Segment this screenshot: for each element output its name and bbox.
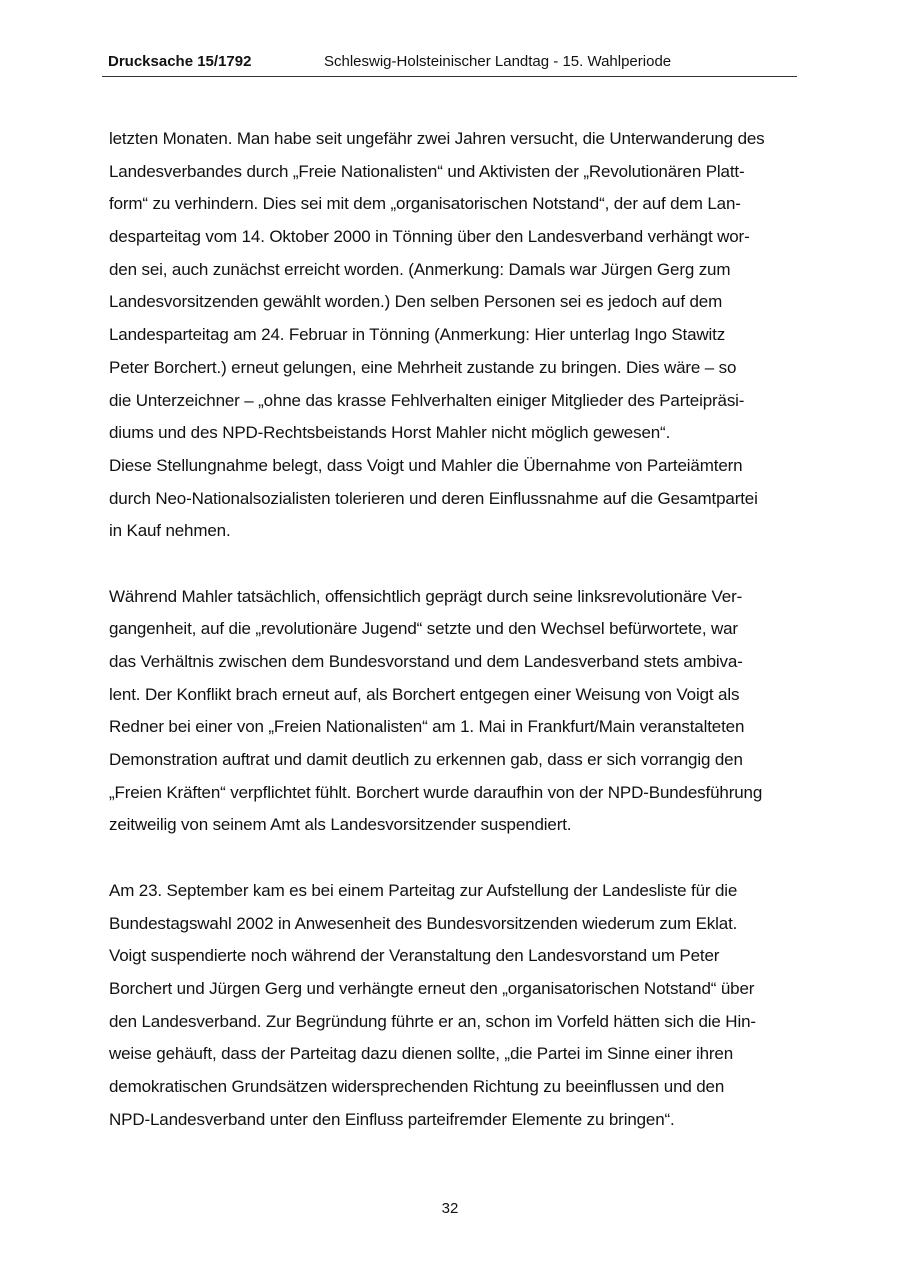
text-line: Am 23. September kam es bei einem Parteitag zur Aufstellung der Landesliste für die bbox=[109, 880, 738, 900]
text-line: Landesvorsitzenden gewählt worden.) Den selben Personen sei es jedoch auf dem bbox=[109, 292, 723, 312]
text-line: Voigt suspendierte noch während der Veranstaltung den Landesvorstand um Peter bbox=[109, 946, 720, 966]
text-line: den sei, auch zunächst erreicht worden. (Anmerkung: Damals war Jürgen Gerg zum bbox=[109, 259, 731, 279]
paragraph-1 bbox=[109, 123, 799, 548]
text-line: demokratischen Grundsätzen widersprechenden Richtung zu beeinflussen und den bbox=[109, 1076, 725, 1096]
text-line: Demonstration auftrat und damit deutlich zu erkennen gab, dass er sich vorrangig den bbox=[109, 750, 743, 770]
document-body bbox=[109, 123, 799, 1136]
paragraph-spacer bbox=[109, 842, 799, 875]
text-line: Landesverbandes durch „Freie Nationalisten“ und Aktivisten der „Revolutionären Platt- bbox=[109, 161, 745, 181]
text-line: Landesparteitag am 24. Februar in Tönning (Anmerkung: Hier unterlag Ingo Stawitz bbox=[109, 325, 726, 345]
text-line: das Verhältnis zwischen dem Bundesvorstand und dem Landesverband stets ambiva- bbox=[109, 652, 743, 671]
text-line: Während Mahler tatsächlich, offensichtlich geprägt durch seine linksrevolutionäre Ver- bbox=[109, 586, 743, 606]
text-line: Peter Borchert.) erneut gelungen, eine Mehrheit zustande zu bringen. Dies wäre – so bbox=[109, 357, 737, 377]
paragraph-2 bbox=[109, 581, 799, 843]
paragraph-3 bbox=[109, 875, 799, 1137]
text-line: Redner bei einer von „Freien Nationalisten“ am 1. Mai in Frankfurt/Main veranstalteten bbox=[109, 717, 745, 737]
text-line: lent. Der Konflikt brach erneut auf, als Borchert entgegen einer Weisung von Voigt als bbox=[109, 684, 740, 704]
text-line: den Landesverband. Zur Begründung führte er an, schon im Vorfeld hätten sich die Hin- bbox=[109, 1011, 756, 1031]
page-number: 32 bbox=[441, 1200, 459, 1217]
text-line: gangenheit, auf die „revolutionäre Jugend“ setzte und den Wechsel befürwortete, war bbox=[109, 619, 738, 639]
text-line: Diese Stellungnahme belegt, dass Voigt und Mahler die Übernahme von Parteiämtern bbox=[109, 455, 743, 475]
header-divider bbox=[102, 76, 797, 77]
parliament-title: Schleswig-Holsteinischer Landtag - 15. Wahlperiode bbox=[324, 53, 672, 70]
text-line: desparteitag vom 14. Oktober 2000 in Tönning über den Landesverband verhängt wor- bbox=[109, 227, 750, 247]
text-line: diums und des NPD-Rechtsbeistands Horst Mahler nicht möglich gewesen“. bbox=[109, 423, 671, 443]
text-line: durch Neo-Nationalsozialisten tolerieren und deren Einflussnahme auf die Gesamtpartei bbox=[109, 488, 758, 508]
text-line: weise gehäuft, dass der Parteitag dazu dienen sollte, „die Partei im Sinne einer ihren bbox=[109, 1044, 734, 1064]
text-line: Borchert und Jürgen Gerg und verhängte erneut den „organisatorischen Notstand“ über bbox=[109, 978, 755, 998]
document-number: Drucksache 15/1792 bbox=[108, 53, 252, 70]
text-line: NPD-Landesverband unter den Einfluss parteifremder Elemente zu bringen“. bbox=[109, 1109, 675, 1129]
text-line: zeitweilig von seinem Amt als Landesvorsitzender suspendiert. bbox=[109, 815, 572, 835]
text-line: die Unterzeichner – „ohne das krasse Fehlverhalten einiger Mitglieder des Parteipräsi- bbox=[109, 390, 745, 410]
page-header bbox=[108, 52, 796, 72]
text-line: form“ zu verhindern. Dies sei mit dem „organisatorischen Notstand“, der auf dem Lan- bbox=[109, 194, 741, 214]
paragraph-spacer bbox=[109, 548, 799, 581]
text-line: „Freien Kräften“ verpflichtet fühlt. Borchert wurde daraufhin von der NPD-Bundesführung bbox=[109, 782, 763, 802]
text-line: Bundestagswahl 2002 in Anwesenheit des Bundesvorsitzenden wiederum zum Eklat. bbox=[109, 913, 738, 933]
text-line: in Kauf nehmen. bbox=[109, 521, 231, 541]
text-line: letzten Monaten. Man habe seit ungefähr zwei Jahren versucht, die Unterwanderung des bbox=[109, 129, 765, 148]
